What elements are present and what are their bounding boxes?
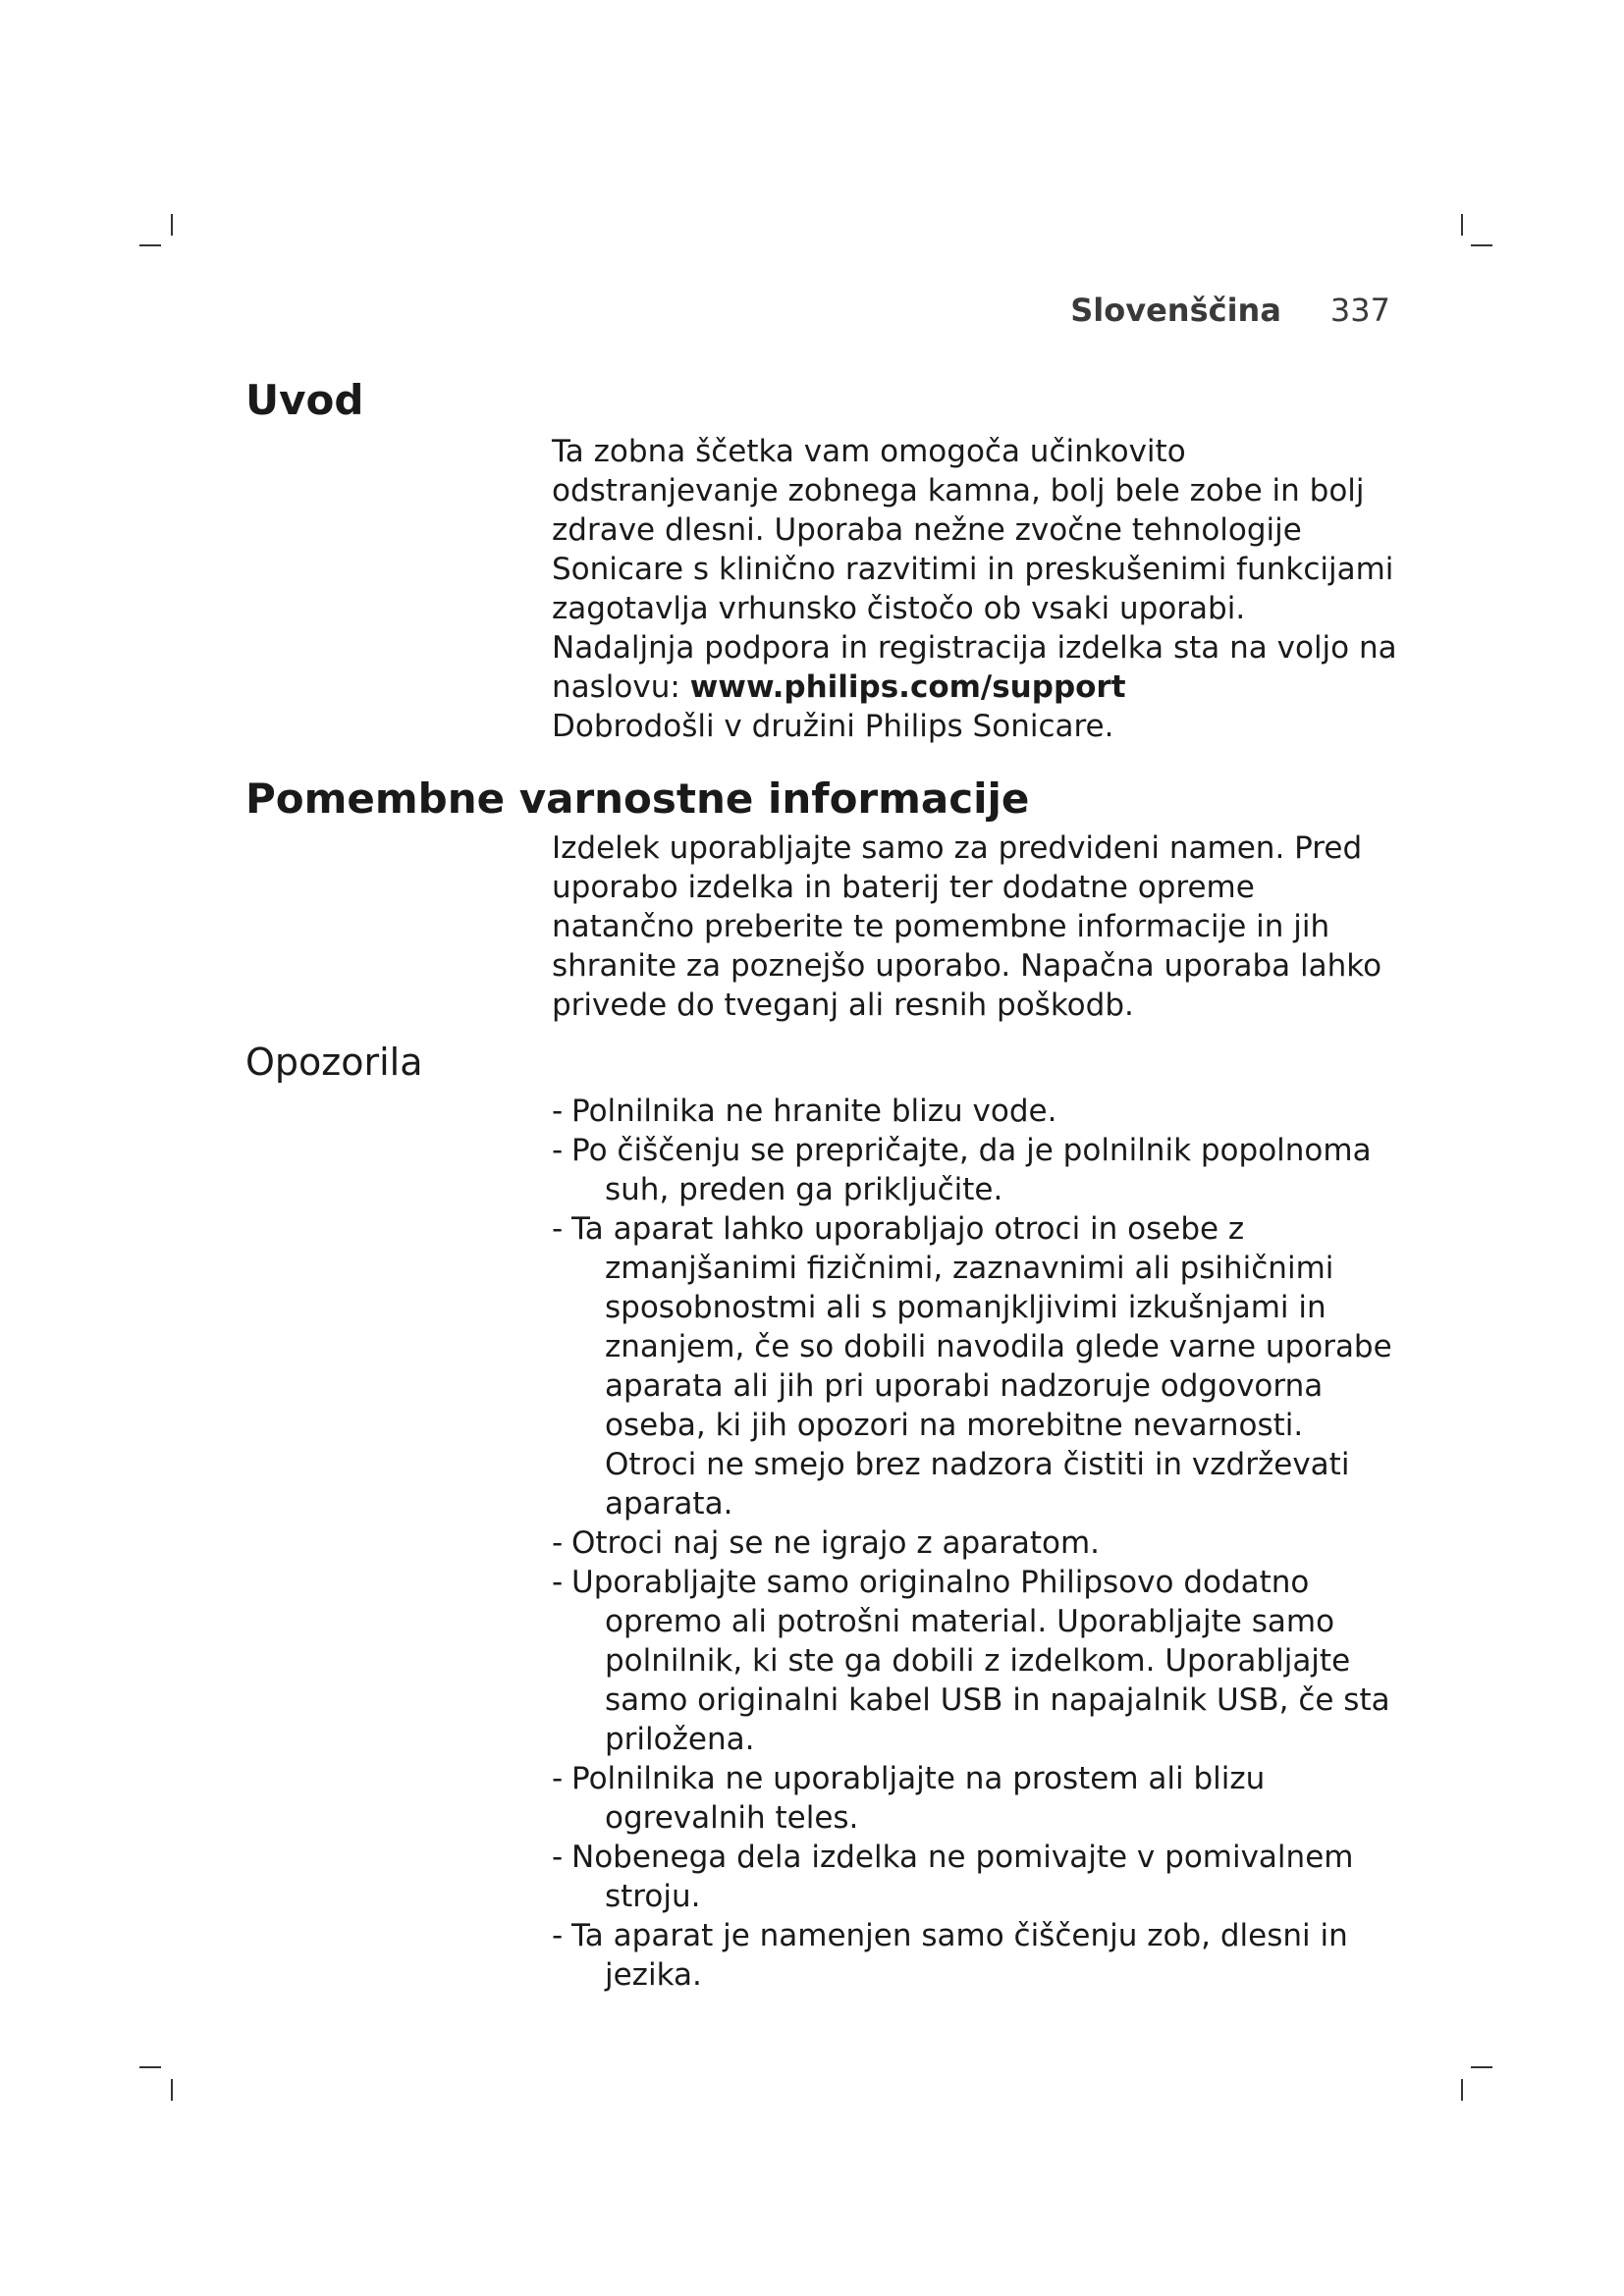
crop-mark-top-right-v (1461, 214, 1463, 236)
running-header (982, 291, 1390, 330)
warning-item-text: Polnilnika ne hranite blizu vode. (571, 1094, 1057, 1129)
warning-item (552, 1838, 1398, 1916)
warning-item (552, 1523, 1398, 1563)
crop-mark-top-left-h (139, 244, 161, 246)
support-link[interactable]: www.philips.com/support (689, 669, 1126, 705)
bullet-dash: - (552, 1565, 564, 1600)
warning-item-text: Ta aparat lahko uporabljajo otroci in osebe z zmanjšanimi fizičnimi, zaznavnimi ali psihičnimi sposobnostmi ali s pomanjkljivimi izkušnjami in znanjem, če so dobili navodila glede varne uporabe aparata ali jih pri uporabi nadzoruje odgovorna oseba, ki jih opozori na morebitne nevarnosti. Otroci ne smejo brez nadzora čistiti in vzdrževati aparata. (571, 1211, 1392, 1522)
crop-mark-bottom-left-h (139, 2066, 161, 2068)
warning-item (552, 1759, 1398, 1838)
bullet-dash: - (552, 1211, 564, 1247)
safety-paragraph: Izdelek uporabljajte samo za predvideni namen. Pred uporabo izdelka in baterij ter dodatne opreme natančno preberite te pomembne informacije in jih shranite za poznejšo uporabo. Napačna uporaba lahko privede do tveganj ali resnih poškodb. (552, 830, 1382, 1023)
bullet-dash: - (552, 1525, 564, 1561)
warning-item (552, 1092, 1398, 1131)
crop-mark-top-left-v (171, 214, 173, 236)
warning-item-text: Otroci naj se ne igrajo z aparatom. (571, 1525, 1101, 1561)
bullet-dash: - (552, 1918, 564, 1953)
safety-body (552, 828, 1406, 1025)
warning-item (552, 1209, 1398, 1523)
heading-uvod: Uvod (245, 376, 364, 424)
bullet-dash: - (552, 1133, 564, 1168)
warning-item-text: Nobenega dela izdelka ne pomivajte v pomivalnem stroju. (571, 1840, 1354, 1914)
crop-mark-bottom-right-h (1471, 2066, 1492, 2068)
page-number: 337 (1329, 292, 1390, 329)
crop-mark-top-right-h (1471, 244, 1492, 246)
crop-mark-bottom-left-v (171, 2079, 173, 2101)
warning-item-text: Po čiščenju se prepričajte, da je polnilnik popolnoma suh, preden ga priključite. (571, 1133, 1372, 1207)
uvod-paragraph-3: Dobrodošli v družini Philips Sonicare. (552, 709, 1114, 744)
warning-item (552, 1563, 1398, 1759)
warning-item-text: Polnilnika ne uporabljajte na prostem ali blizu ogrevalnih teles. (571, 1761, 1266, 1836)
uvod-paragraph-1: Ta zobna ščetka vam omogoča učinkovito odstranjevanje zobnega kamna, bolj bele zobe in bolj zdrave dlesni. Uporaba nežne zvočne tehnologije Sonicare s klinično razvitimi in preskušenimi funkcijami zagotavlja vrhunsko čistočo ob vsaki uporabi. (552, 434, 1394, 626)
uvod-paragraph-2 (552, 628, 1406, 707)
crop-mark-bottom-right-v (1461, 2079, 1463, 2101)
uvod-paragraph-2-text: Nadaljnja podpora in registracija izdelka sta na voljo na naslovu: (552, 630, 1397, 705)
warning-item (552, 1916, 1398, 1995)
warning-item (552, 1131, 1398, 1209)
warning-item-text: Ta aparat je namenjen samo čiščenju zob, dlesni in jezika. (571, 1918, 1348, 1993)
warnings-list (552, 1092, 1398, 1995)
header-language: Slovenščina (1070, 292, 1281, 329)
bullet-dash: - (552, 1761, 564, 1796)
bullet-dash: - (552, 1094, 564, 1129)
warning-item-text: Uporabljajte samo originalno Philipsovo dodatno opremo ali potrošni material. Uporabljajte samo polnilnik, ki ste ga dobili z izdelkom. Uporabljajte samo originalni kabel USB in napajalnik USB, če sta priložena. (571, 1565, 1390, 1757)
bullet-dash: - (552, 1840, 564, 1875)
heading-warnings: Opozorila (245, 1041, 423, 1084)
heading-safety: Pomembne varnostne informacije (245, 774, 1030, 823)
uvod-body (552, 432, 1406, 746)
